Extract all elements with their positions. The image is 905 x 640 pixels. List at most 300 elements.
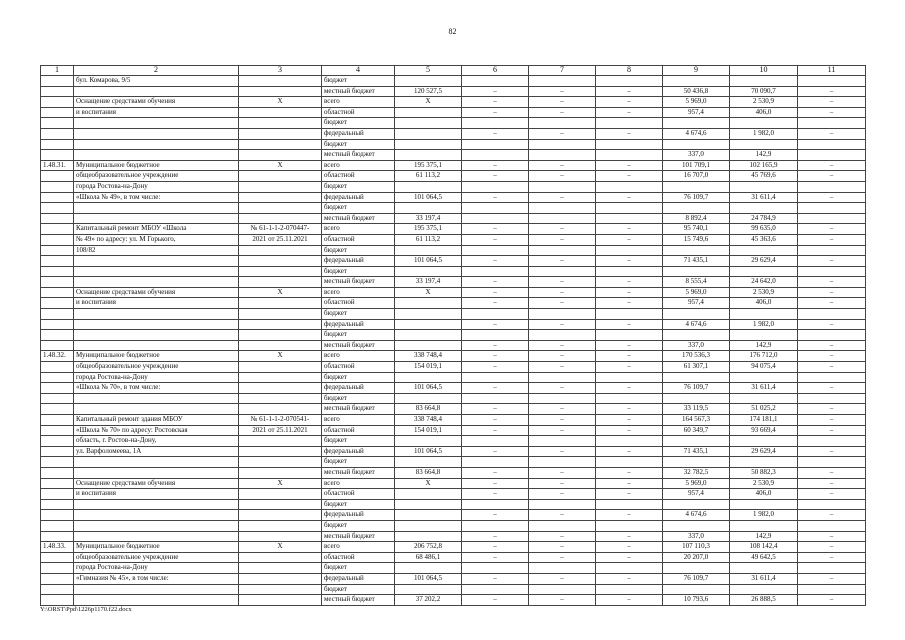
header-row [41,66,866,76]
table-cell: № 61-1-1-2-070447- [239,224,322,235]
column-header: 6 [462,66,529,76]
table-row [41,224,866,235]
table-cell: – [798,160,866,171]
table-cell [663,266,730,277]
table-cell: 29 629,4 [730,446,798,457]
table-cell: 1 982,0 [730,510,798,521]
table-cell [529,213,596,224]
table-cell: – [462,160,529,171]
table-cell: – [529,415,596,426]
table-cell: 1 982,0 [730,128,798,139]
table-cell: 4 674,6 [663,510,730,521]
table-cell [529,76,596,87]
table-cell [730,372,798,383]
table-body [41,66,866,606]
table-cell [41,287,74,298]
table-cell: – [596,362,663,373]
table-cell [395,150,462,161]
table-cell: – [596,467,663,478]
table-row [41,118,866,129]
table-cell: местный бюджет [322,531,395,542]
table-cell [663,372,730,383]
table-cell: федеральный [322,128,395,139]
table-cell [74,531,239,542]
table-cell: местный бюджет [322,150,395,161]
table-row [41,510,866,521]
table-cell [395,76,462,87]
table-cell: всего [322,542,395,553]
table-cell [529,266,596,277]
table-cell: всего [322,97,395,108]
table-cell: Капитальный ремонт МБОУ «Школа [74,224,239,235]
table-row [41,245,866,256]
table-cell: 31 611,4 [730,383,798,394]
table-cell: 8 892,4 [663,213,730,224]
table-cell: 337,0 [663,150,730,161]
table-cell: – [462,478,529,489]
table-cell [462,436,529,447]
table-cell [239,309,322,320]
table-cell: 1.48.31. [41,160,74,171]
table-cell [41,340,74,351]
table-cell [239,319,322,330]
table-row [41,552,866,563]
table-cell [239,393,322,404]
table-cell: – [798,425,866,436]
table-cell: – [462,287,529,298]
table-cell: область, г. Ростов-на-Дону, [74,436,239,447]
table-cell: – [596,107,663,118]
table-cell [462,213,529,224]
table-row [41,97,866,108]
table-cell: 20 207,0 [663,552,730,563]
table-cell: 33 119,5 [663,404,730,415]
table-cell [395,372,462,383]
column-header: 1 [41,66,74,76]
table-cell: – [462,510,529,521]
table-cell [596,118,663,129]
table-cell [41,573,74,584]
table-cell: 337,0 [663,531,730,542]
table-cell [239,404,322,415]
table-cell [730,203,798,214]
table-cell: X [239,97,322,108]
table-cell [239,107,322,118]
table-cell: всего [322,160,395,171]
table-cell: 957,4 [663,489,730,500]
table-cell [730,393,798,404]
table-cell: 4 674,6 [663,128,730,139]
table-cell: 338 748,4 [395,415,462,426]
table-cell: – [798,362,866,373]
table-cell: – [596,531,663,542]
table-cell [74,404,239,415]
table-cell [41,457,74,468]
table-cell [239,499,322,510]
table-cell [41,203,74,214]
table-cell: – [529,224,596,235]
table-cell: – [462,351,529,362]
table-row [41,76,866,87]
table-cell: 195 375,1 [395,160,462,171]
table-cell: 957,4 [663,298,730,309]
table-cell: 101 064,5 [395,446,462,457]
table-cell: – [798,86,866,97]
table-cell [41,118,74,129]
table-cell: местный бюджет [322,86,395,97]
table-cell [395,298,462,309]
table-cell: – [529,573,596,584]
table-cell: бюджет [322,245,395,256]
table-cell: – [462,171,529,182]
table-cell: – [462,298,529,309]
table-cell: X [395,97,462,108]
table-cell [239,457,322,468]
table-cell: – [462,128,529,139]
table-cell: 51 025,2 [730,404,798,415]
table-cell: X [395,287,462,298]
table-cell: – [798,277,866,288]
table-cell [395,181,462,192]
table-cell: 107 110,3 [663,542,730,553]
table-cell [798,520,866,531]
table-cell: 95 740,1 [663,224,730,235]
table-cell [239,489,322,500]
table-cell: – [529,234,596,245]
table-cell [529,203,596,214]
table-cell: 94 075,4 [730,362,798,373]
table-cell [41,499,74,510]
table-cell: – [596,510,663,521]
table-cell [798,436,866,447]
table-cell: – [462,192,529,203]
table-cell [798,393,866,404]
table-cell [596,330,663,341]
table-row [41,213,866,224]
table-cell [798,266,866,277]
table-cell: – [798,97,866,108]
table-cell [730,330,798,341]
table-cell [462,330,529,341]
table-cell: 29 629,4 [730,256,798,267]
table-cell: 195 375,1 [395,224,462,235]
table-cell: – [596,415,663,426]
table-row [41,393,866,404]
table-cell [798,457,866,468]
table-cell: бюджет [322,181,395,192]
table-cell: – [798,573,866,584]
table-cell: 83 664,8 [395,467,462,478]
table-cell: – [462,573,529,584]
table-cell: местный бюджет [322,595,395,606]
table-cell [41,415,74,426]
table-row [41,287,866,298]
table-cell: федеральный [322,446,395,457]
table-row [41,457,866,468]
table-cell: всего [322,478,395,489]
table-cell [41,563,74,574]
table-cell [41,213,74,224]
table-cell: 2021 от 25.11.2021 [239,425,322,436]
table-cell [395,139,462,150]
table-row [41,362,866,373]
table-cell: – [798,298,866,309]
table-cell: – [462,362,529,373]
table-cell: – [529,287,596,298]
table-cell: – [798,128,866,139]
table-row [41,160,866,171]
table-cell: – [462,595,529,606]
table-cell: – [798,224,866,235]
table-cell [529,584,596,595]
table-cell: – [596,489,663,500]
table-cell: – [462,552,529,563]
table-cell [395,245,462,256]
table-cell [462,563,529,574]
table-cell: 24 642,0 [730,277,798,288]
table-cell [798,76,866,87]
table-cell: 174 181,1 [730,415,798,426]
table-row [41,425,866,436]
table-cell [462,76,529,87]
table-cell [798,372,866,383]
table-cell: областной [322,298,395,309]
table-cell: – [529,404,596,415]
table-cell [730,76,798,87]
table-cell: – [462,256,529,267]
table-cell: – [596,86,663,97]
table-cell: – [798,171,866,182]
table-cell: – [529,298,596,309]
table-cell: – [596,192,663,203]
table-cell [730,436,798,447]
table-cell: – [462,404,529,415]
table-cell: 2 530,9 [730,287,798,298]
table-cell [395,340,462,351]
column-header: 3 [239,66,322,76]
table-cell: 957,4 [663,107,730,118]
table-cell: 45 363,6 [730,234,798,245]
table-cell [462,457,529,468]
table-cell [462,520,529,531]
table-cell [663,520,730,531]
table-cell [529,499,596,510]
table-cell [239,563,322,574]
table-cell: местный бюджет [322,277,395,288]
table-cell: – [529,362,596,373]
table-cell: 101 709,1 [663,160,730,171]
table-cell [798,245,866,256]
table-cell: областной [322,425,395,436]
table-cell [41,467,74,478]
table-cell [41,478,74,489]
table-cell: 154 019,1 [395,362,462,373]
table-cell [41,520,74,531]
table-cell [395,531,462,542]
table-cell: 10 793,6 [663,595,730,606]
table-cell [74,86,239,97]
table-cell: – [798,510,866,521]
table-cell [395,107,462,118]
table-cell: 61 113,2 [395,171,462,182]
table-cell: 206 752,8 [395,542,462,553]
table-cell [798,203,866,214]
table-cell [41,266,74,277]
table-cell: общеобразовательное учреждение [74,552,239,563]
table-cell: Муниципальное бюджетное [74,160,239,171]
table-cell [730,563,798,574]
table-cell [74,277,239,288]
table-cell: 26 888,5 [730,595,798,606]
table-cell [596,436,663,447]
table-cell [239,181,322,192]
table-cell [798,139,866,150]
table-cell [74,139,239,150]
table-row [41,404,866,415]
table-cell: 4 674,6 [663,319,730,330]
table-cell [74,510,239,521]
table-cell: – [462,107,529,118]
table-cell: всего [322,224,395,235]
table-cell: – [462,319,529,330]
table-cell [395,393,462,404]
table-row [41,436,866,447]
table-cell: 2 530,9 [730,478,798,489]
table-cell [41,256,74,267]
table-cell: бюджет [322,563,395,574]
table-cell: 61 113,2 [395,234,462,245]
table-row [41,478,866,489]
table-cell [663,309,730,320]
table-cell: бюджет [322,330,395,341]
table-cell: 102 165,9 [730,160,798,171]
table-cell [462,245,529,256]
table-cell: – [529,383,596,394]
table-cell: областной [322,489,395,500]
table-cell [798,309,866,320]
table-cell: 37 202,2 [395,595,462,606]
table-cell: – [798,404,866,415]
table-cell [462,118,529,129]
table-cell [462,499,529,510]
table-cell [239,298,322,309]
table-cell [529,139,596,150]
table-cell [41,372,74,383]
table-cell: – [529,542,596,553]
table-cell [41,128,74,139]
table-cell [529,150,596,161]
table-cell: X [239,351,322,362]
table-row [41,563,866,574]
table-cell: местный бюджет [322,467,395,478]
footer-file-path: Y:\ORST\Ppd\1226p1170.f22.docx [40,606,132,613]
table-cell: – [529,446,596,457]
table-cell: – [798,467,866,478]
table-cell [462,372,529,383]
table-cell: – [798,340,866,351]
table-cell: – [529,467,596,478]
table-cell: X [239,478,322,489]
table-cell [239,128,322,139]
table-cell: – [529,86,596,97]
table-cell: города Ростова-на-Дону [74,372,239,383]
table-row [41,351,866,362]
table-row [41,266,866,277]
table-cell [239,256,322,267]
table-cell: – [798,256,866,267]
table-cell [239,118,322,129]
table-cell [74,266,239,277]
table-cell: – [596,425,663,436]
table-cell: «Школа № 70» по адресу: Ростовская [74,425,239,436]
table-cell: 1 982,0 [730,319,798,330]
table-cell: местный бюджет [322,213,395,224]
table-cell: бюджет [322,584,395,595]
table-cell: – [529,171,596,182]
table-cell: бюджет [322,139,395,150]
table-cell: – [529,160,596,171]
table-row [41,542,866,553]
table-cell [74,256,239,267]
table-cell [41,234,74,245]
table-cell [395,203,462,214]
table-cell [74,457,239,468]
table-cell: – [596,573,663,584]
table-cell [41,404,74,415]
table-cell [395,457,462,468]
table-cell [239,372,322,383]
table-cell: бюджет [322,393,395,404]
table-cell: 33 197,4 [395,277,462,288]
table-cell [74,584,239,595]
column-header: 8 [596,66,663,76]
column-header: 4 [322,66,395,76]
table-cell [74,520,239,531]
table-cell [663,584,730,595]
table-row [41,128,866,139]
table-cell: ул. Варфоломеева, 1А [74,446,239,457]
table-cell [395,499,462,510]
table-cell: Оснащение средствами обучения [74,97,239,108]
table-cell [798,584,866,595]
table-cell [663,393,730,404]
table-cell [41,383,74,394]
table-row [41,499,866,510]
table-cell: – [462,531,529,542]
table-cell: 176 712,0 [730,351,798,362]
table-cell [395,510,462,521]
table-cell [596,213,663,224]
table-cell: 16 707,0 [663,171,730,182]
column-header: 10 [730,66,798,76]
table-cell [239,584,322,595]
table-cell: X [239,160,322,171]
table-cell [529,118,596,129]
table-cell [239,86,322,97]
table-cell: – [462,340,529,351]
table-cell [395,118,462,129]
table-cell [798,330,866,341]
table-cell [529,563,596,574]
table-cell: 406,0 [730,489,798,500]
table-cell: – [529,107,596,118]
table-cell [41,595,74,606]
table-cell [41,150,74,161]
table-cell: Капитальный ремонт здания МБОУ [74,415,239,426]
table-cell [529,330,596,341]
table-cell: X [239,542,322,553]
table-cell [41,425,74,436]
